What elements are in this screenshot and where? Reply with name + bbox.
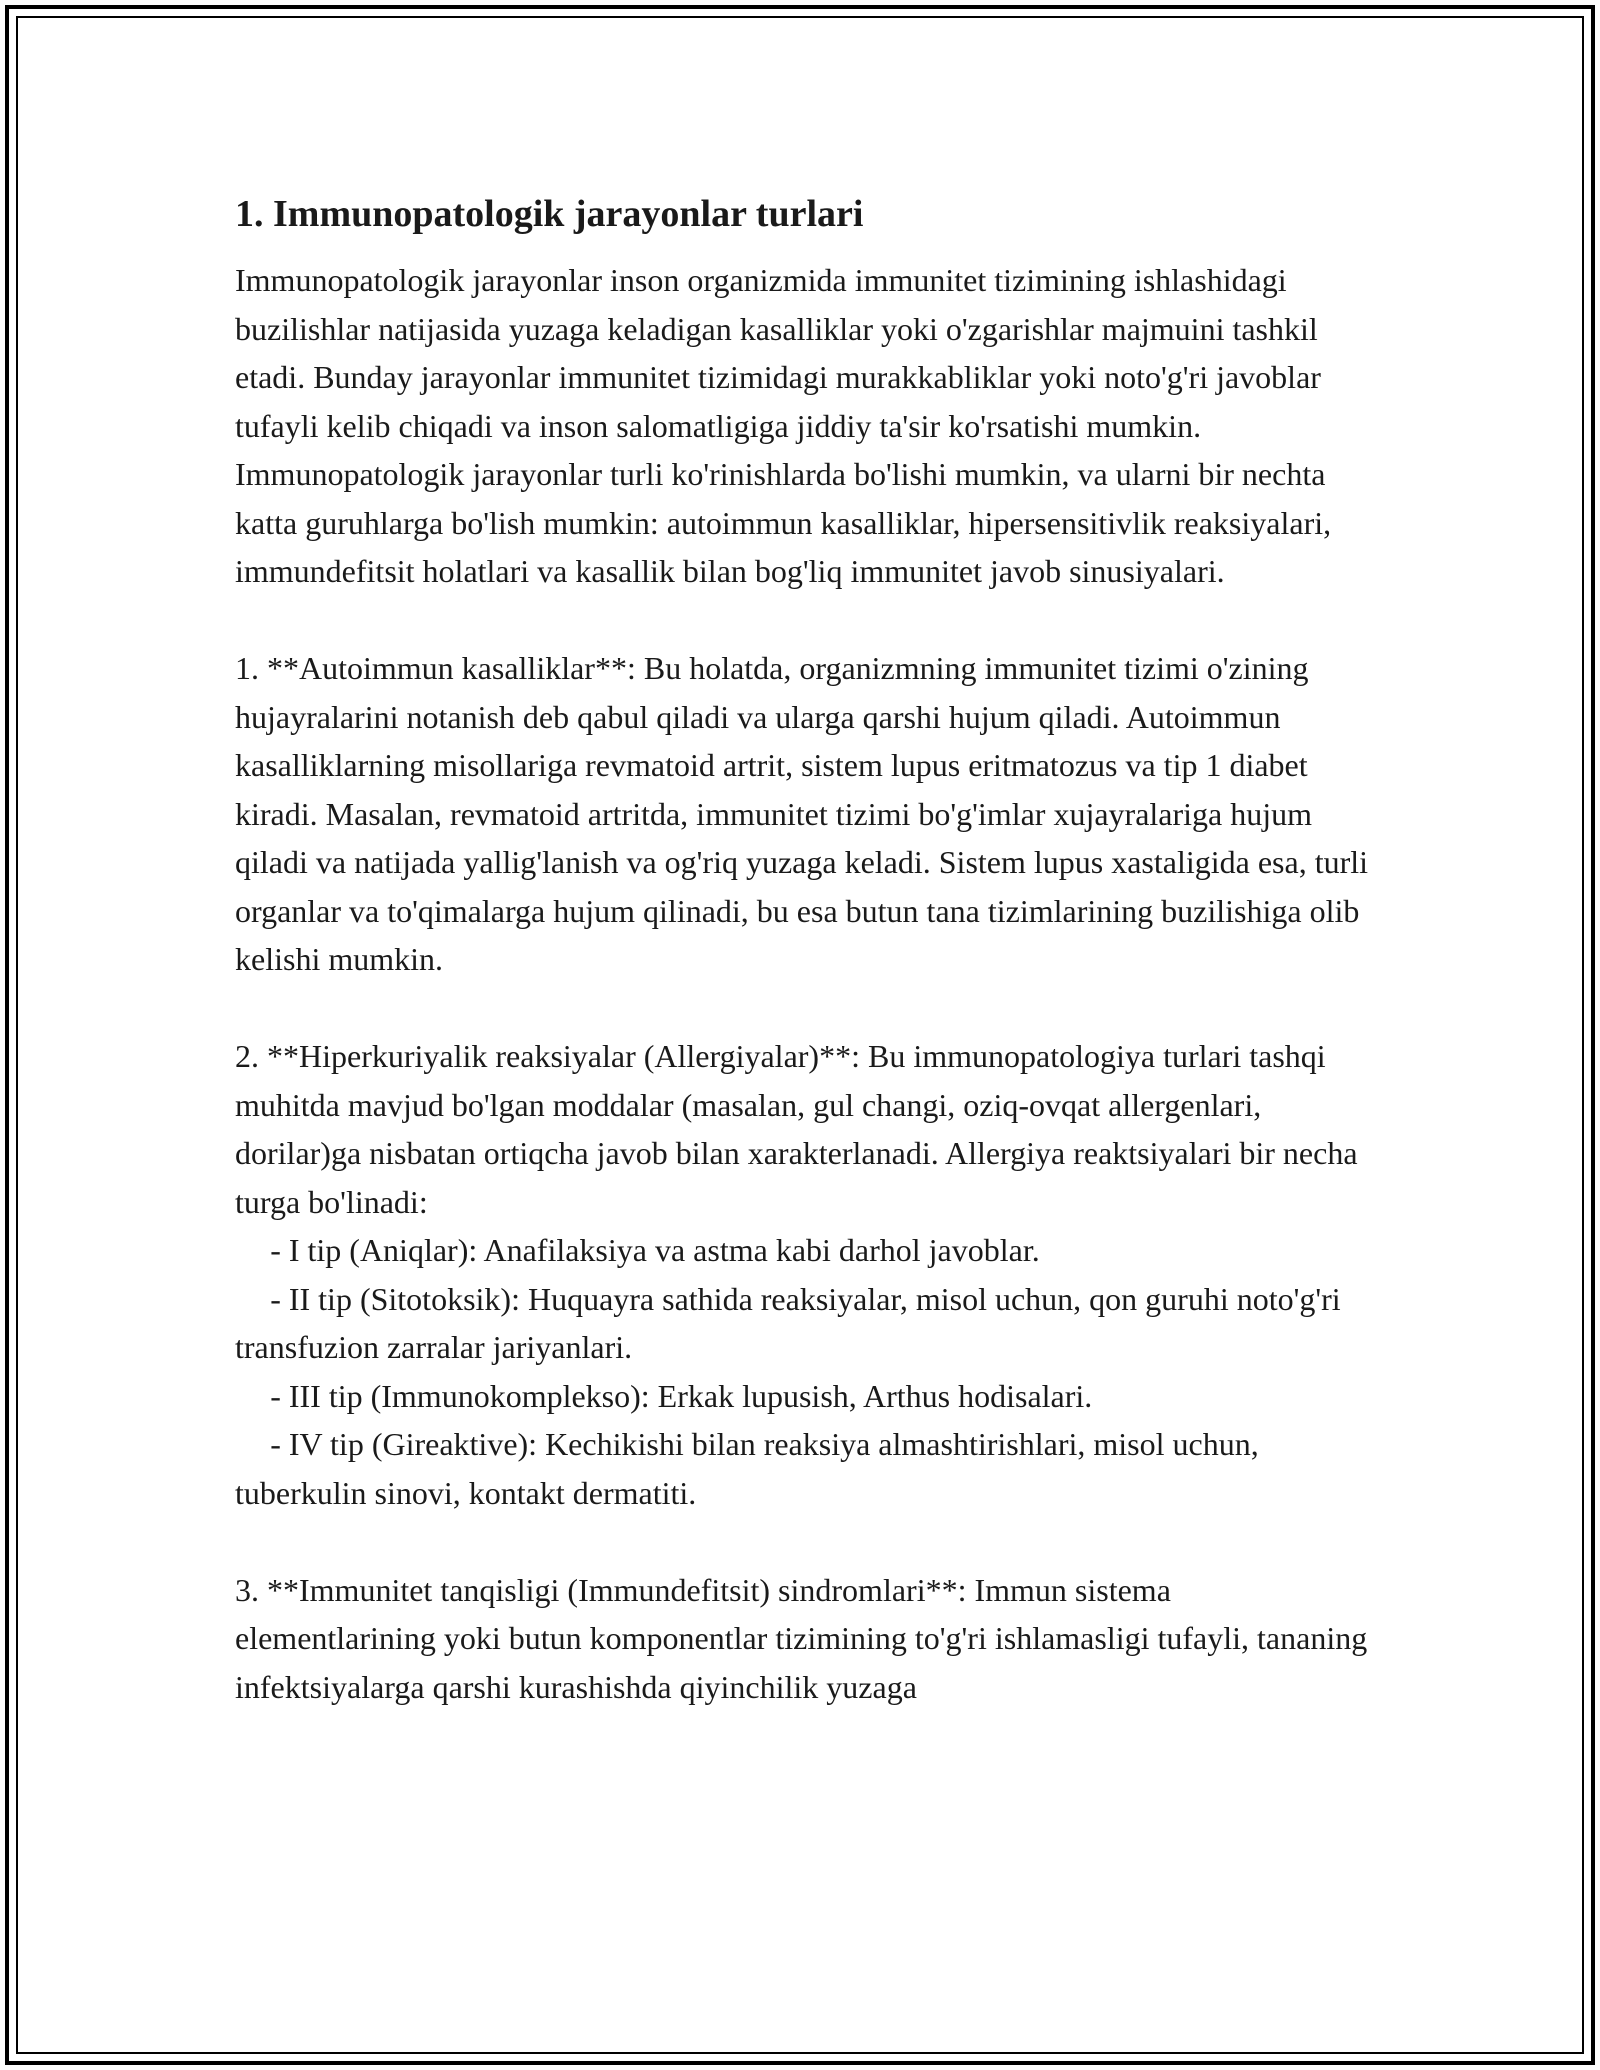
autoimmune-paragraph: 1. **Autoimmun kasalliklar**: Bu holatda, organizmning immunitet tizimi o'zining hujayralarini notanish deb qabul qiladi va ularga qarshi hujum qiladi. Autoimmun kasalliklarning misollariga revmatoid artrit, sistem lupus eritmatozus va tip 1 diabet kiradi. Masalan, revmatoid artritda, immunitet tizimi bo'g'imlar xujayralariga hujum qiladi va natijada yallig'lanish va og'riq yuzaga keladi. Sistem lupus xastaligida esa, turli organlar va to'qimalarga hujum qilinadi, bu esa butun tana tizimlarining buzilishiga olib kelishi mumkin. [235,650,1369,977]
paragraph-spacer [235,984,1375,1033]
allergy-type-2: - II tip (Sitotoksik): Huquayra sathida reaksiyalar, misol uchun, qon guruhi noto'g'ri transfuzion zarralar jariyanlari. [235,1280,1341,1365]
paragraph-spacer [235,1517,1375,1566]
allergy-type-4: - IV tip (Gireaktive): Kechikishi bilan reaksiya almashtirishlari, misol uchun, tuberkulin sinovi, kontakt dermatiti. [235,1426,1259,1511]
document-body [235,186,1375,1711]
immunodeficiency-paragraph: 3. **Immunitet tanqisligi (Immundefitsit) sindromlari**: Immun sistema elementlarining yoki butun komponentlar tizimining to'g'ri ishlamasligi tufayli, tananing infektsiyalarga qarshi kurashishda qiyinchilik yuzaga [235,1571,1368,1705]
section-text [235,256,1375,1711]
intro-paragraph: Immunopatologik jarayonlar inson organizmida immunitet tizimining ishlashidagi buzilishlar natijasida yuzaga keladigan kasalliklar yoki o'zgarishlar majmuini tashkil etadi. Bunday jarayonlar immunitet tizimidagi murakkabliklar yoki noto'g'ri javoblar tufayli kelib chiqadi va inson salomatligiga jiddiy ta'sir ko'rsatishi mumkin. Immunopatologik jarayonlar turli ko'rinishlarda bo'lishi mumkin, va ularni bir nechta katta guruhlarga bo'lish mumkin: autoimmun kasalliklar, hipersensitivlik reaksiyalari, immundefitsit holatlari va kasallik bilan bog'liq immunitet javob sinusiyalari. [235,262,1332,589]
allergy-type-1: - I tip (Aniqlar): Anafilaksiya va astma kabi darhol javoblar. [270,1232,1040,1268]
allergy-paragraph: 2. **Hiperkuriyalik reaksiyalar (Allergiyalar)**: Bu immunopatologiya turlari tashqi muhitda mavjud bo'lgan moddalar (masalan, gul changi, oziq-ovqat allergenlari, dorilar)ga nisbatan ortiqcha javob bilan xarakterlanadi. Allergiya reaktsiyalari bir necha turga bo'linadi: [235,1038,1358,1220]
allergy-type-3: - III tip (Immunokomplekso): Erkak lupusish, Arthus hodisalari. [270,1377,1093,1414]
paragraph-spacer [235,596,1375,645]
section-heading: 1. Immunopatologik jarayonlar turlari [235,193,864,235]
